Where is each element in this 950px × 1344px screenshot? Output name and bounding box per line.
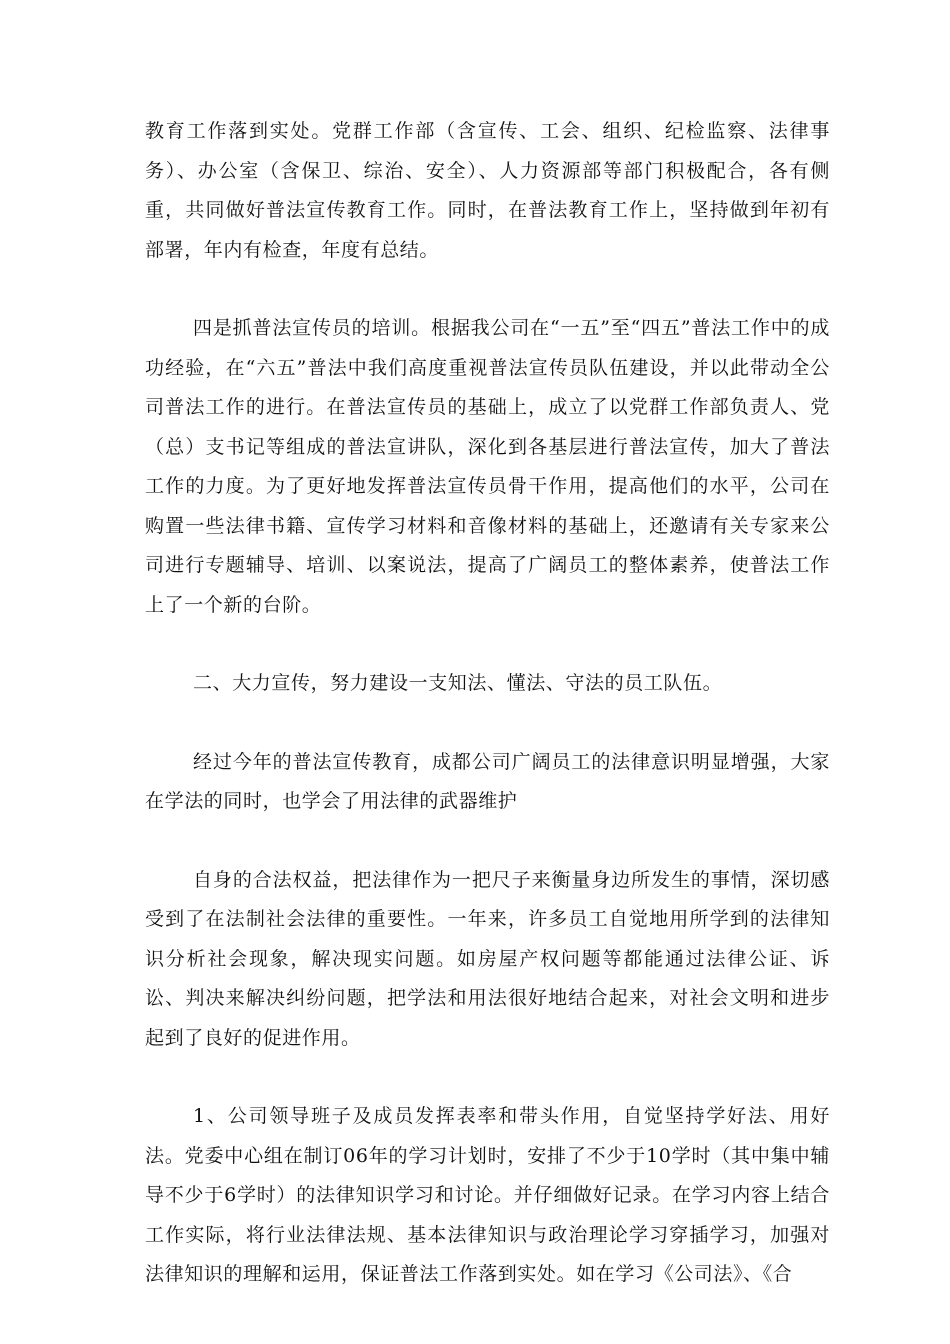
paragraph-gap xyxy=(145,704,830,743)
section-heading: 二、大力宣传，努力建设一支知法、懂法、守法的员工队伍。 xyxy=(193,672,723,694)
paragraph-rights: 自身的合法权益，把法律作为一把尺子来衡量身边所发生的事情，深切感受到了在法制社会法律的重要性。一年来，许多员工自觉地用所学到的法律知识分析社会现象，解决现实问题。如房屋产权问题等都能通过法律公证、诉讼、判决来解决纠纷问题，把学法和用法很好地结合起来，对社会文明和进步起到了良好的促进作用。 xyxy=(145,868,830,1049)
paragraph-continued: 教育工作落到实处。党群工作部（含宣传、工会、组织、纪检监察、法律事务）、办公室（含保卫、综治、安全）、人力资源部等部门积极配合，各有侧重，共同做好普法宣传教育工作。同时，在普法教育工作上，坚持做到年初有部署，年内有检查，年度有总结。 xyxy=(145,120,830,261)
paragraph-training: 四是抓普法宣传员的培训。根据我公司在“一五”至“四五”普法工作中的成功经验，在“六五”普法中我们高度重视普法宣传员队伍建设，并以此带动全公司普法工作的进行。在普法宣传员的基础上，成立了以党群工作部负责人、党（总）支书记等组成的普法宣讲队，深化到各基层进行普法宣传，加大了普法工作的力度。为了更好地发挥普法宣传员骨干作用，提高他们的水平，公司在购置一些法律书籍、宣传学习材料和音像材料的基础上，还邀请有关专家来公司进行专题辅导、培训、以案说法，提高了广阔员工的整体素养，使普法工作上了一个新的台阶。 xyxy=(145,317,830,616)
paragraph-awareness: 经过今年的普法宣传教育，成都公司广阔员工的法律意识明显增强，大家在学法的同时，也学会了用法律的武器维护 xyxy=(145,750,830,812)
paragraph-gap xyxy=(145,270,830,309)
paragraph-gap xyxy=(145,822,830,861)
paragraph-gap xyxy=(145,1058,830,1097)
paragraph-leadership: 1、公司领导班子及成员发挥表率和带头作用，自觉坚持学好法、用好法。党委中心组在制订06年的学习计划时，安排了不少于10学时（其中集中辅导不少于6学时）的法律知识学习和讨论。并仔细做好记录。在学习内容上结合工作实际，将行业法律法规、基本法律知识与政治理论学习穿插学习，加强对法律知识的理解和运用，保证普法工作落到实处。如在学习《公司法》、《合 xyxy=(145,1105,830,1285)
paragraph-gap xyxy=(145,625,830,664)
